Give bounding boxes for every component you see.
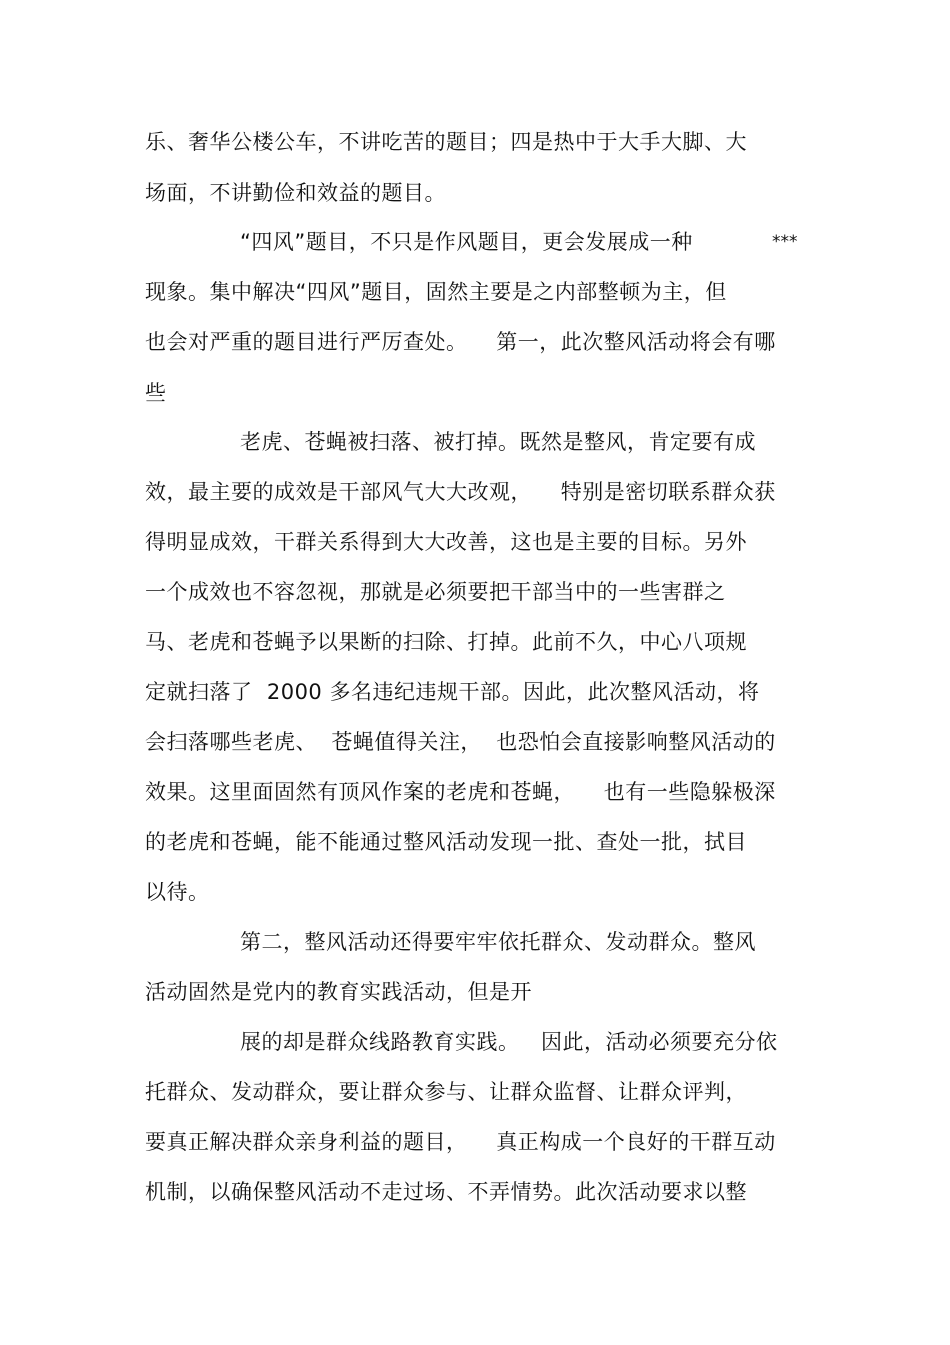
text-line: 的老虎和苍蝇，能不能通过整风活动发现一批、查处一批，拭目 (145, 830, 747, 854)
text-line: 活动固然是党内的教育实践活动，但是开 (145, 980, 532, 1004)
text-line: 效，最主要的成效是干部风气大大改观， 特别是密切联系群众获 (145, 480, 776, 504)
text-line: 托群众、发动群众，要让群众参与、让群众监督、让群众评判， (145, 1080, 747, 1104)
text-line: 会扫落哪些老虎、 苍蝇值得关注， 也恐怕会直接影响整风活动的 (145, 730, 776, 754)
text-line: 得明显成效，干群关系得到大大改善，这也是主要的目标。另外 (145, 530, 747, 554)
text-line: 马、老虎和苍蝇予以果断的扫除、打掉。此前不久，中心八项规 (145, 630, 747, 654)
text-line: 些 (145, 381, 167, 405)
text-line: 也会对严重的题目进行严厉查处。 第一，此次整风活动将会有哪 (145, 330, 776, 354)
text-line: “四风”题目，不只是作风题目，更会发展成一种 (240, 230, 693, 254)
text-line: 场面，不讲勤俭和效益的题目。 (145, 181, 446, 205)
text-line: 展的却是群众线路教育实践。 因此，活动必须要充分依 (240, 1030, 778, 1054)
text-line: 乐、奢华公楼公车，不讲吃苦的题目；四是热中于大手大脚、大 (145, 130, 747, 154)
text-line: 以待。 (145, 880, 210, 904)
text-line: 老虎、苍蝇被扫落、被打掉。既然是整风，肯定要有成 (240, 430, 756, 454)
text-line: 第二，整风活动还得要牢牢依托群众、发动群众。整风 (240, 930, 756, 954)
text-line: 机制，以确保整风活动不走过场、不弄情势。此次活动要求以整 (145, 1180, 747, 1204)
text-line: 要真正解决群众亲身利益的题目， 真正构成一个良好的干群互动 (145, 1130, 776, 1154)
text-line: 现象。集中解决“四风”题目，固然主要是之内部整顿为主，但 (145, 280, 727, 304)
text-line: 一个成效也不容忽视，那就是必须要把干部当中的一些害群之 (145, 580, 726, 604)
text-line: 效果。这里面固然有顶风作案的老虎和苍蝇， 也有一些隐躲极深 (145, 780, 776, 804)
redacted-stars: *** (772, 232, 798, 252)
text-line: 定就扫落了 2000 多名违纪违规干部。因此，此次整风活动，将 (145, 680, 760, 704)
